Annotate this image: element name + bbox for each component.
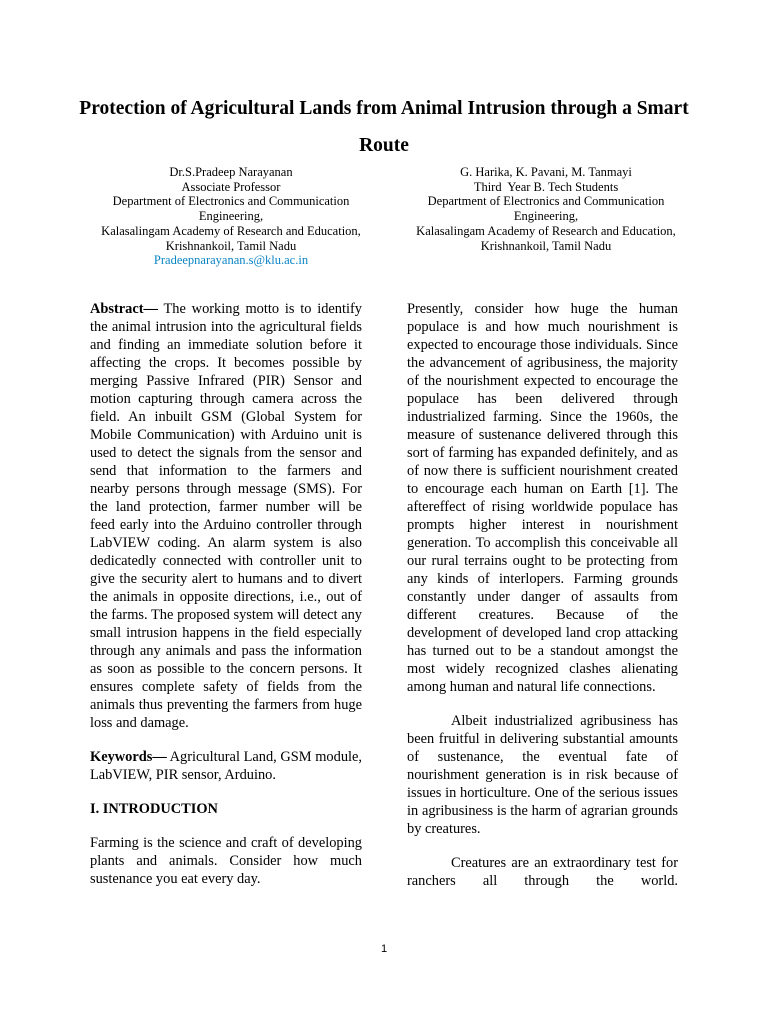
page-number: 1 [380, 943, 388, 955]
abstract [90, 300, 362, 732]
author-name: Dr.S.Pradeep Narayanan [169, 165, 293, 179]
author-block-left [88, 165, 374, 268]
intro-paragraph: Farming is the science and craft of developing plants and animals. Consider how much sustenance you eat every day. [90, 835, 362, 887]
body-paragraph-1: Presently, consider how huge the human populace is and how much nourishment is expected to encourage those individuals. Since the advancement of agribusiness, the majority of the nourishment expected to encourage the populace has been delivered through industrialized farming. Since the 1960s, the measure of sustenance delivered through this sort of farming has expanded definitely, and as of now there is sufficient nourishment created to encourage each human on Earth [1]. The aftereffect of rising worldwide populace has prompts higher interest in nourishment generation. To accomplish this conceivable all our rural terrains ought to be protecting from any kinds of interlopers. Farming grounds constantly under danger of assaults from different creatures. Because of the development of developed land crop attacking has turned out to be a standout amongst the most widely recognized clashes alienating among human and natural life connections. [407, 301, 678, 695]
author-department: Department of Electronics and Communication [112, 194, 350, 209]
author-role: Third Year B. Tech Students [473, 179, 619, 194]
author-department: Department of Electronics and Communication [427, 194, 665, 209]
author-location: Krishnankoil, Tamil Nadu [165, 238, 297, 253]
author-block-right [398, 165, 694, 253]
author-institution: Kalasalingam Academy of Research and Education, [101, 223, 361, 238]
right-column [407, 300, 678, 890]
left-column [90, 300, 362, 904]
author-email-link[interactable]: Pradeepnarayanan.s@klu.ac.in [153, 253, 309, 268]
keywords-label: Keywords— [90, 749, 167, 765]
author-institution: Kalasalingam Academy of Research and Education, [416, 223, 676, 238]
author-department-cont: Engineering, [198, 209, 264, 224]
author-location: Krishnankoil, Tamil Nadu [480, 238, 612, 253]
body-paragraph-2: Albeit industrialized agribusiness has been fruitful in delivering substantial amounts of sustenance, the eventual fate of nourishment generation is in risk because of issues in horticulture. One of the serious issues in agribusiness is the harm of agrarian grounds by creatures. [407, 713, 678, 837]
paper-title: Protection of Agricultural Lands from Animal Intrusion through a Smart Route [79, 98, 689, 156]
author-role: Associate Professor [181, 179, 281, 194]
abstract-text: The working motto is to identify the animal intrusion into the agricultural fields and finding an immediate solution before it affecting the crops. It becomes possible by merging Passive Infrared (PIR) Sensor and motion capturing through camera across the field. An inbuilt GSM (Global System for Mobile Communication) with Arduino unit is used to detect the signals from the sensor and send that information to the farmers and nearby persons through message (SMS). For the land protection, farmer number will be feed early into the Arduino controller through LabVIEW coding. An alarm system is also dedicatedly connected with controller unit to give the security alert to humans and to divert the animals in opposite directions, i.e., out of the farms. The proposed system will detect any small intrusion happens in the field especially through any animals and pass the information as soon as possible to the concern persons. It ensures complete safety of fields from the animals thus preventing the farmers from huge loss and damage. [90, 301, 362, 731]
author-name: G. Harika, K. Pavani, M. Tanmayi [460, 165, 632, 179]
keywords-text: Agricultural Land, GSM module, LabVIEW, PIR sensor, Arduino. [90, 749, 362, 783]
author-department-cont: Engineering, [513, 209, 579, 224]
abstract-label: Abstract— [90, 301, 158, 317]
keywords [90, 748, 362, 784]
body-paragraph-3: Creatures are an extraordinary test for ranchers all through the world. [407, 855, 678, 889]
section-heading-introduction: I. INTRODUCTION [90, 801, 218, 817]
